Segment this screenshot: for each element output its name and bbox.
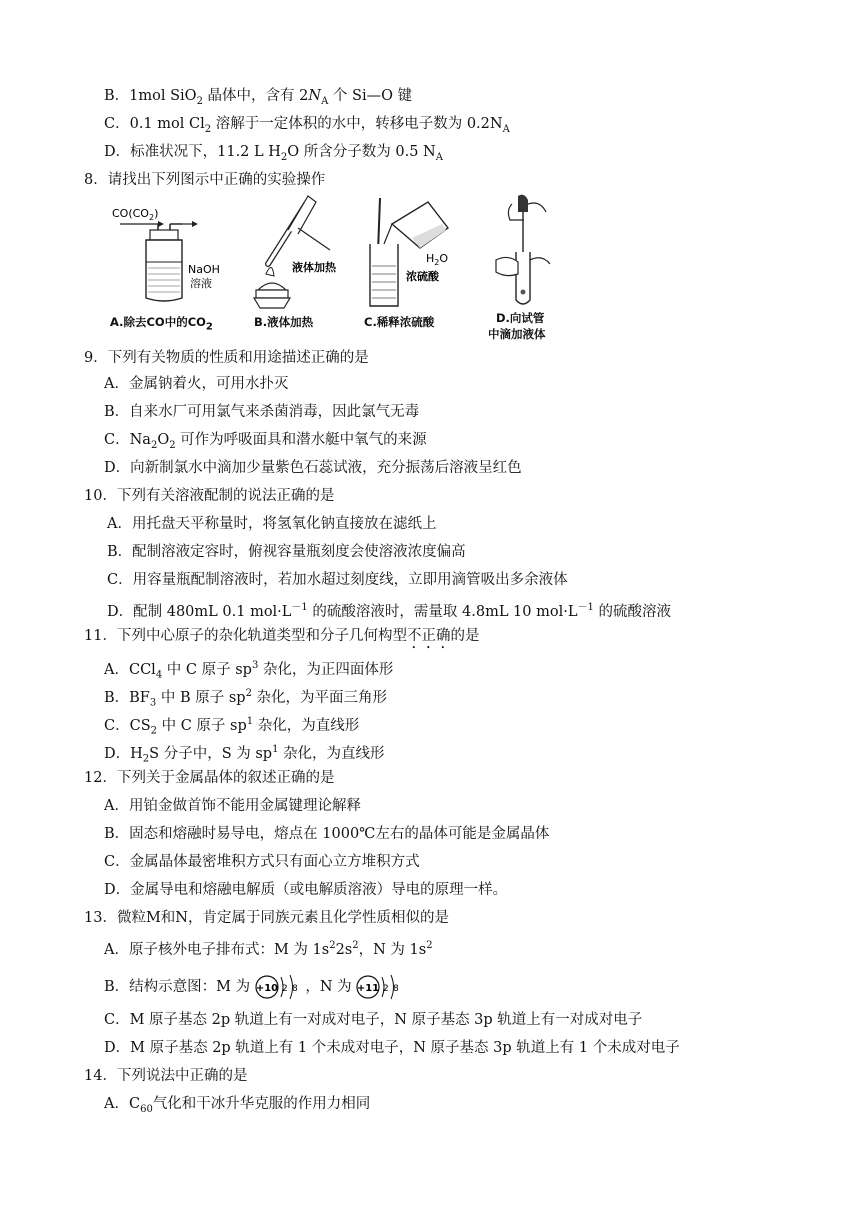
text: C．CS: [104, 717, 151, 734]
q7-option-c: [104, 114, 510, 140]
question-10: 10．下列有关溶液配制的说法正确的是: [84, 488, 335, 504]
text: 的硫酸溶液时，需量取 4.8mL 10 mol·L: [307, 603, 578, 620]
text: ，N 为: [305, 979, 352, 995]
sub: A: [502, 123, 510, 135]
q11-option-c: [104, 712, 359, 742]
figure-d-caption: D.向试管: [496, 311, 545, 325]
atom-structure-n: [356, 974, 402, 1000]
text: D．标准状况下，11.2 L H: [104, 144, 281, 160]
text: 可作为呼吸面具和潜水艇中氧气的来源: [175, 432, 427, 448]
question-14: 14．下列说法中正确的是: [84, 1068, 248, 1084]
text: 2s: [335, 941, 353, 958]
sub: 2: [142, 753, 150, 765]
q13-option-a: [104, 936, 433, 960]
acid-label: 浓硫酸: [406, 270, 439, 283]
text: 杂化，为平面三角形: [251, 689, 388, 706]
text: D．H: [104, 745, 143, 762]
q13-option-c: C．M 原子基态 2p 轨道上有一对成对电子，N 原子基态 3p 轨道上有一对成对电子: [104, 1012, 643, 1028]
text: A．原子核外电子排布式：M 为 1s: [104, 941, 330, 958]
text: 杂化，为正四面体形: [258, 661, 394, 678]
text: A．CCl: [104, 661, 156, 678]
text: H: [426, 252, 435, 265]
acid-dilution-diagram: [362, 194, 472, 314]
shell-electrons: 8: [291, 984, 298, 994]
dropper-diagram: [488, 194, 578, 308]
figure-a: [106, 194, 226, 344]
q9-option-c: [104, 430, 427, 456]
q12-option-d: D．金属导电和熔融电解质（或电解质溶液）导电的原理一样。: [104, 882, 508, 898]
q10-option-a: A．用托盘天平称量时，将氢氧化钠直接放在滤纸上: [107, 516, 437, 532]
sup: －1: [291, 602, 308, 613]
figure-a-caption: [110, 314, 213, 332]
atom-structure-m: [255, 974, 301, 1000]
sub: 2: [204, 123, 212, 135]
text: N: [308, 88, 322, 104]
q7-option-d: [104, 142, 443, 168]
q13-option-b: [104, 974, 402, 1000]
text: 中 B 原子 sp: [156, 689, 246, 706]
sup: 2: [352, 940, 359, 951]
shell-electrons: 8: [393, 984, 399, 994]
text: 中 C 原子 sp: [162, 661, 252, 678]
figure-c-caption: C.稀释浓硫酸: [364, 315, 435, 329]
text: 杂化，为直线形: [253, 717, 360, 734]
text: ): [154, 207, 159, 220]
text: 杂化，为直线形: [278, 745, 385, 762]
text: 个 Si—O 键: [328, 88, 413, 104]
q12-option-a: A．用铂金做首饰不能用金属键理论解释: [104, 798, 361, 814]
q11-option-b: [104, 684, 387, 714]
sup: 1: [272, 744, 279, 755]
sub: A: [435, 151, 443, 163]
sup: 3: [251, 660, 259, 671]
text: C．Na: [104, 432, 151, 448]
shell-electrons: 2: [281, 984, 288, 994]
text: B．1mol SiO: [104, 88, 197, 104]
figure-b-caption: B.液体加热: [254, 315, 314, 329]
text: ，N 为 1s: [358, 941, 427, 958]
q11-option-d: [104, 740, 385, 770]
sub: 2: [148, 213, 155, 222]
solution-label: 溶液: [190, 277, 212, 290]
text: O: [439, 252, 449, 265]
question-11: [84, 626, 479, 652]
sub: 3: [149, 697, 157, 709]
text: S 分子中，S 为 sp: [149, 745, 273, 762]
text: B．BF: [104, 689, 150, 706]
sup: 1: [246, 716, 254, 727]
figure-d-caption: 中滴加液体: [488, 327, 546, 341]
sub: 2: [196, 95, 203, 107]
question-13: 13．微粒M和N，肯定属于同族元素且化学性质相似的是: [84, 910, 449, 926]
q12-option-c: C．金属晶体最密堆积方式只有面心立方堆积方式: [104, 854, 420, 870]
sup: －1: [577, 602, 594, 613]
water-label: [426, 252, 448, 267]
text: C．0.1 mol Cl: [104, 116, 205, 132]
liquid-heating-diagram: [244, 194, 354, 314]
nucleus-charge: +10: [255, 983, 278, 994]
text: 中 C 原子 sp: [157, 717, 247, 734]
q9-option-d: D．向新制氯水中滴加少量紫色石蕊试液，充分振荡后溶液呈红色: [104, 460, 522, 476]
sup: 2: [426, 940, 433, 951]
sub: 2: [280, 151, 288, 163]
text: 的是: [450, 628, 480, 644]
figure-c: [362, 194, 472, 344]
question-12: 12．下列关于金属晶体的叙述正确的是: [84, 770, 335, 786]
sub: 60: [140, 1103, 153, 1115]
q12-option-b: B．固态和熔融时易导电，熔点在 1000℃左右的晶体可能是金属晶体: [104, 826, 550, 842]
sub: 2: [205, 321, 213, 333]
gas-washing-bottle-diagram: [106, 194, 226, 314]
text: A．C: [104, 1096, 141, 1112]
gas-label: [112, 207, 158, 222]
q11-option-a: [104, 656, 393, 686]
q14-option-a: [104, 1094, 370, 1120]
question-8: 8．请找出下列图示中正确的实验操作: [84, 172, 326, 188]
text: O: [157, 432, 170, 448]
experiment-figures: [106, 194, 576, 346]
figure-d: [488, 194, 578, 346]
q10-option-d: [107, 598, 671, 622]
text: 11．下列中心原子的杂化轨道类型和分子几何构型: [84, 628, 407, 644]
q9-option-a: A．金属钠着火，可用水扑灭: [104, 376, 289, 392]
text: D．配制 480mL 0.1 mol·L: [107, 603, 292, 620]
sup: 2: [245, 688, 252, 699]
heating-label: 液体加热: [292, 261, 336, 274]
text: 气化和干冰升华克服的作用力相同: [152, 1096, 371, 1112]
text: O 所含分子数为 0.5 N: [287, 144, 436, 160]
question-9: 9．下列有关物质的性质和用途描述正确的是: [84, 350, 369, 366]
text: A.除去CO中的CO: [110, 315, 206, 329]
sub: 2: [434, 258, 440, 267]
sub: 2: [169, 439, 176, 451]
sub: 2: [150, 725, 157, 737]
q7-option-b: [104, 86, 412, 112]
q13-option-d: D．M 原子基态 2p 轨道上有 1 个未成对电子，N 原子基态 3p 轨道上有 1 个未成对电子: [104, 1040, 680, 1056]
solution-label: NaOH: [188, 263, 220, 276]
text: B．结构示意图：M 为: [104, 979, 251, 995]
text: 溶解于一定体积的水中，转移电子数为 0.2N: [211, 116, 503, 132]
sub: 2: [150, 439, 158, 451]
nucleus-charge: +11: [357, 983, 380, 994]
text: 的硫酸溶液: [593, 603, 671, 620]
q9-option-b: B．自来水厂可用氯气来杀菌消毒，因此氯气无毒: [104, 404, 420, 420]
q10-option-c: C．用容量瓶配制溶液时，若加水超过刻度线，立即用滴管吸出多余液体: [107, 572, 568, 588]
figure-b: [244, 194, 354, 344]
emphasis-text: 不正确: [406, 628, 451, 644]
text: CO(CO: [112, 207, 149, 220]
shell-electrons: 2: [383, 984, 389, 994]
sub: 4: [155, 669, 163, 681]
sup: 2: [329, 940, 336, 951]
sub: A: [321, 95, 329, 107]
q10-option-b: B．配制溶液定容时，俯视容量瓶刻度会使溶液浓度偏高: [107, 544, 466, 560]
text: 晶体中，含有 2: [202, 88, 309, 104]
